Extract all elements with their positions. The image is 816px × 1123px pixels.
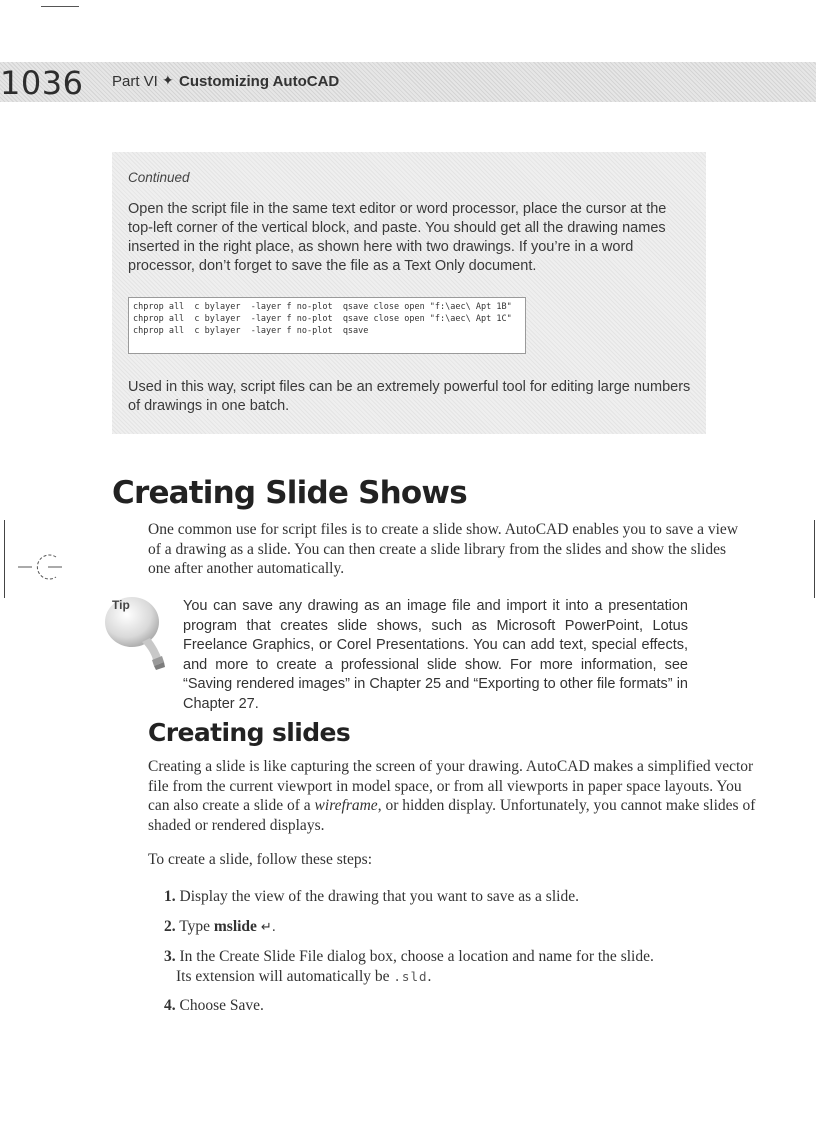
steps-intro: To create a slide, follow these steps: — [148, 851, 373, 868]
step-text: Its extension will automatically be — [176, 967, 394, 985]
step-item — [164, 917, 744, 938]
section-heading: Creating Slide Shows — [112, 475, 467, 511]
tip-text: You can save any drawing as an image file and import it into a presentation program that creates slide shows, such as Microsoft PowerPoint, Lotus Freelance Graphics, or Corel Presentations. You can add text, special effects, and more to create a professional slide show. For more information, see “Saving rendered images” in Chapter 25 and “Exporting to other file formats” in Chapter 27. — [183, 598, 688, 712]
command-name: mslide — [213, 918, 257, 935]
creating-slides-paragraph — [148, 757, 763, 835]
step-text: Type — [179, 918, 214, 935]
crop-mark-top — [41, 6, 79, 7]
continued-label: Continued — [128, 170, 190, 185]
step-item — [164, 996, 744, 1016]
step-number: 4. — [164, 997, 176, 1014]
step-text: In the Create Slide File dialog box, choose a location and name for the slide. — [179, 948, 654, 965]
code-line: chprop all c bylayer -layer f no-plot qsave close open "f:\aec\ Apt 1C" — [133, 314, 512, 324]
margin-rule-right — [814, 520, 815, 598]
tip-label: Tip — [112, 598, 130, 612]
enter-key-icon: ↵. — [260, 920, 276, 935]
subsection-heading: Creating slides — [148, 718, 351, 747]
wireframe-term: wireframe — [314, 797, 378, 814]
diamond-separator-icon: ✦ — [162, 73, 174, 89]
registration-mark-icon — [18, 551, 62, 581]
paragraph-text: Creating a slide is like capturing the screen of your drawing. AutoCAD makes a simplified vector file from the current viewport in model space, or from all viewports in paper space layouts. You can also create a slide of a — [148, 758, 754, 814]
running-header-chapter: Customizing AutoCAD — [179, 73, 340, 90]
paragraph-text: , or hidden display. Unfortunately, you cannot make slides of shaded or rendered displays. — [148, 797, 756, 834]
step-text: Choose Save. — [179, 997, 264, 1014]
step-continuation — [164, 967, 744, 987]
margin-rule-left — [4, 520, 5, 598]
step-item — [164, 947, 744, 986]
section-intro-paragraph: One common use for script files is to create a slide show. AutoCAD enables you to save a view of a drawing as a slide. You can then create a slide library from the slides and show the slides one after another automatically. — [148, 521, 739, 577]
step-number: 3. — [164, 948, 176, 965]
sidebar-paragraph-2: Used in this way, script files can be an extremely powerful tool for editing large numbers of drawings in one batch. — [128, 379, 691, 414]
code-line: chprop all c bylayer -layer f no-plot qsave close open "f:\aec\ Apt 1B" — [133, 302, 512, 312]
sidebar-paragraph-1: Open the script file in the same text editor or word processor, place the cursor at the top-left corner of the vertical block, and paste. You should get all the drawing names inserted in the right place, as shown here with two drawings. If you’re in a word processor, don’t forget to save the file as a Text Only document. — [128, 201, 667, 274]
code-line: chprop all c bylayer -layer f no-plot qsave — [133, 326, 369, 336]
step-number: 2. — [164, 918, 176, 935]
step-number: 1. — [164, 888, 176, 905]
step-text: Display the view of the drawing that you want to save as a slide. — [179, 888, 579, 905]
step-item — [164, 887, 744, 907]
page-number: 1036 — [0, 64, 84, 102]
script-code-block — [128, 297, 526, 354]
file-extension: .sld — [393, 968, 428, 984]
step-text: . — [427, 967, 432, 985]
running-header-part: Part VI — [112, 73, 158, 90]
